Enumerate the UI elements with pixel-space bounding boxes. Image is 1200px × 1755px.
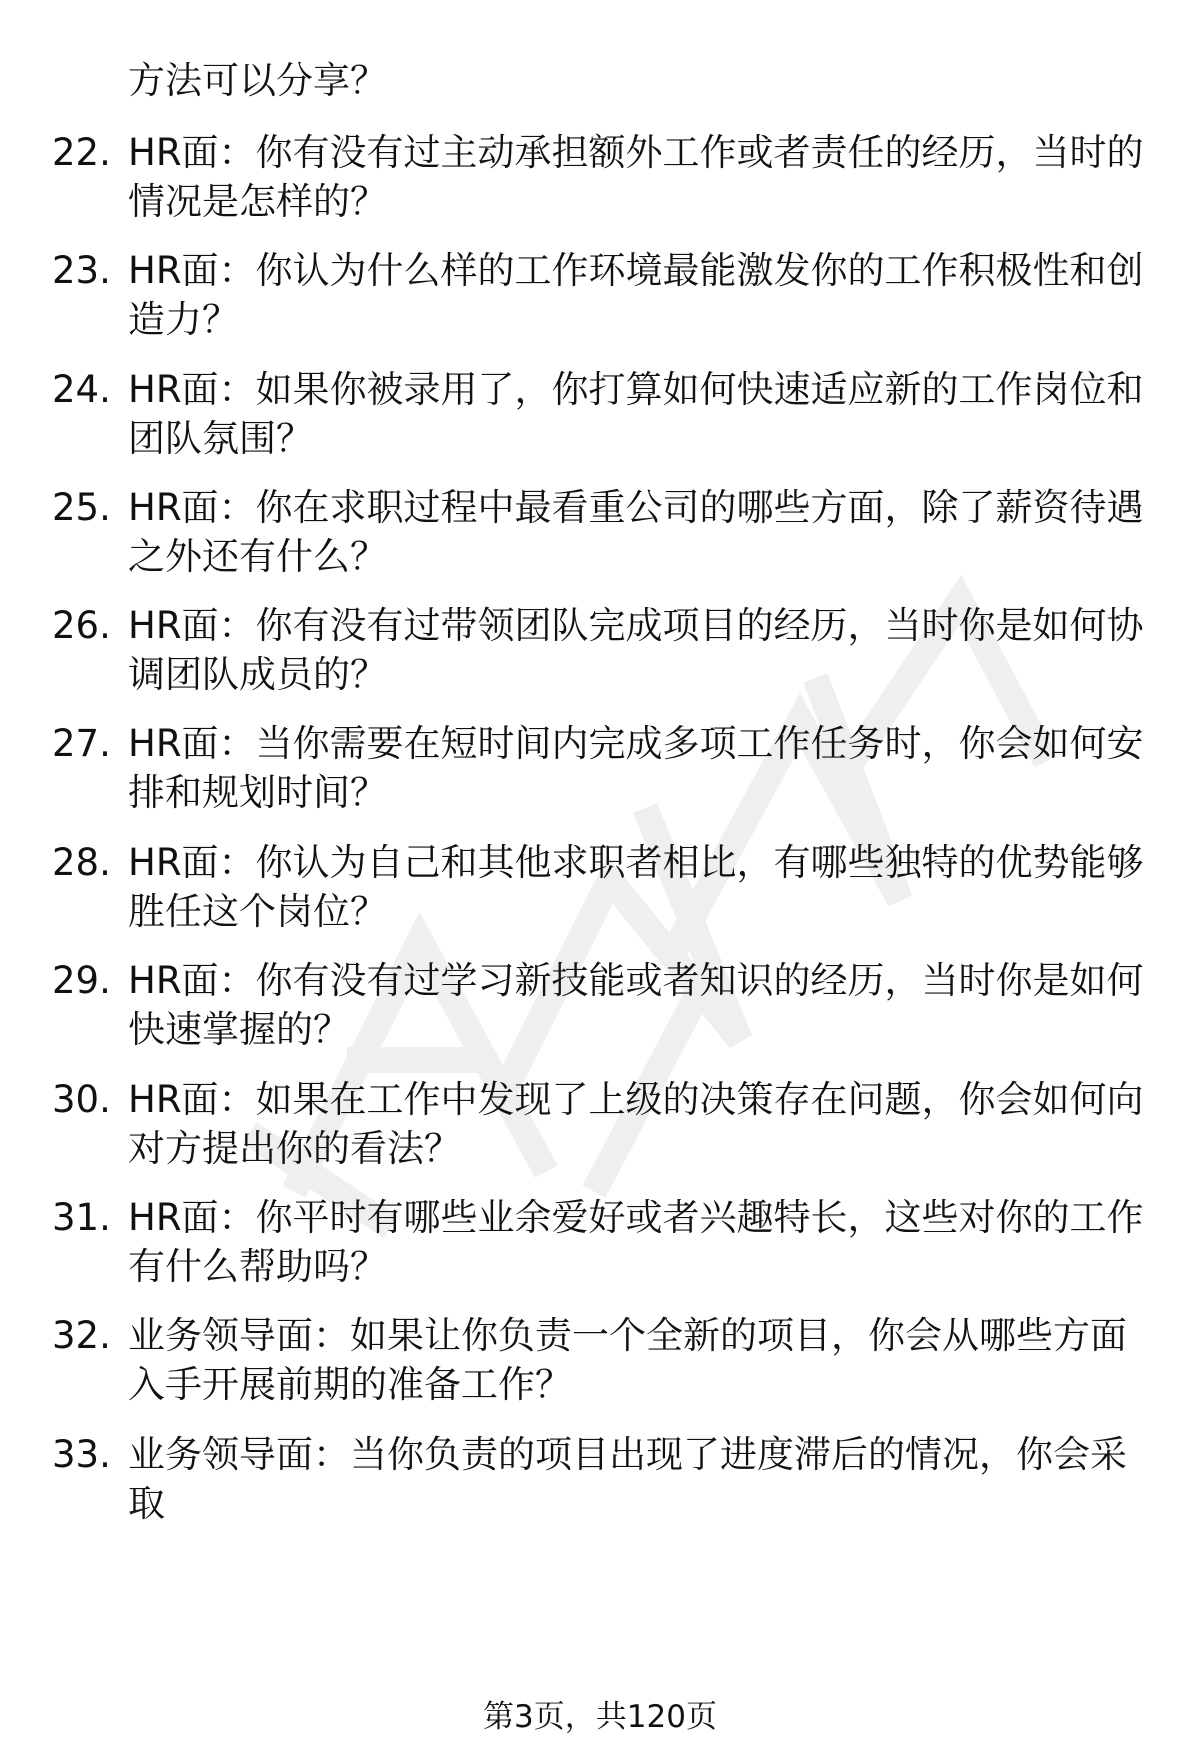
question-number: 23. [52,249,111,292]
question-number: 29. [52,959,111,1002]
question-number: 27. [52,722,111,765]
question-text: HR面：你认为自己和其他求职者相比，有哪些独特的优势能够胜任这个岗位？ [128,841,1144,933]
question-number: 32. [52,1314,111,1357]
question-number: 24. [52,368,111,411]
question-text: HR面：如果你被录用了，你打算如何快速适应新的工作岗位和团队氛围？ [128,368,1144,460]
question-number: 33. [52,1433,111,1476]
question-text: HR面：你平时有哪些业余爱好或者兴趣特长，这些对你的工作有什么帮助吗？ [128,1196,1144,1288]
question-text: HR面：你有没有过学习新技能或者知识的经历，当时你是如何快速掌握的？ [128,959,1144,1051]
question-number: 30. [52,1078,111,1121]
question-text: 业务领导面：当你负责的项目出现了进度滞后的情况，你会采取 [128,1433,1127,1525]
continuation-text: 方法可以分享？ [128,59,387,102]
question-text: HR面：当你需要在短时间内完成多项工作任务时，你会如何安排和规划时间？ [128,722,1144,814]
question-number: 25. [52,486,111,529]
question-number: 31. [52,1196,111,1239]
question-number: 26. [52,604,111,647]
question-text: 业务领导面：如果让你负责一个全新的项目，你会从哪些方面入手开展前期的准备工作？ [128,1314,1127,1406]
question-text: HR面：你有没有过带领团队完成项目的经历，当时你是如何协调团队成员的？ [128,604,1144,696]
question-text: HR面：你认为什么样的工作环境最能激发你的工作积极性和创造力？ [128,249,1144,341]
page-footer: 第3页，共120页 [483,1699,717,1735]
question-number: 28. [52,841,111,884]
question-text: HR面：你在求职过程中最看重公司的哪些方面，除了薪资待遇之外还有什么？ [128,486,1144,578]
question-text: HR面：如果在工作中发现了上级的决策存在问题，你会如何向对方提出你的看法？ [128,1078,1144,1170]
question-number: 22. [52,131,111,174]
question-text: HR面：你有没有过主动承担额外工作或者责任的经历，当时的情况是怎样的？ [128,131,1144,223]
